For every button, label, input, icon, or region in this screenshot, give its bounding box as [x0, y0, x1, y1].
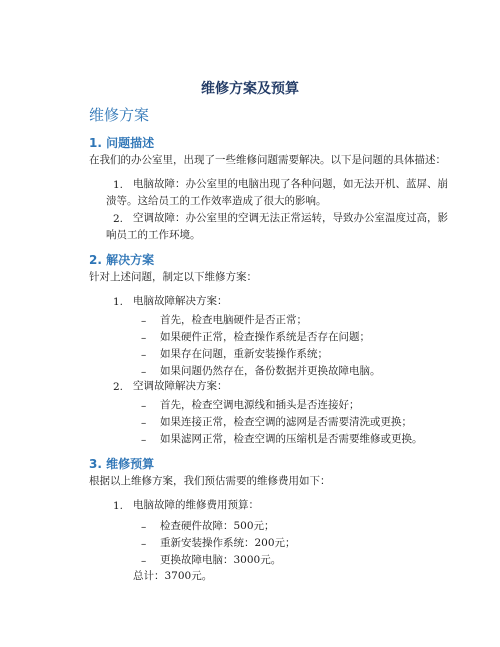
list-number: 1. [113, 296, 124, 308]
heading-problem-description: 1. 问题描述 [89, 136, 155, 150]
bullet-dash: – [141, 417, 147, 429]
solution-computer-step: 首先，检查电脑硬件是否正常； [160, 314, 307, 326]
bullet-dash: – [141, 538, 147, 550]
heading-solution: 2. 解决方案 [89, 253, 155, 267]
bullet-dash: – [141, 349, 147, 361]
bullet-dash: – [141, 434, 147, 446]
problem-item-computer-line2: 溃等。这给员工的工作效率造成了很大的影响。 [106, 195, 327, 207]
solution-computer-step: 如果问题仍然存在，备份数据并更换故障电脑。 [160, 365, 381, 377]
bullet-dash: – [141, 521, 147, 533]
problem-intro: 在我们的办公室里，出现了一些维修问题需要解决。以下是问题的具体描述： [89, 154, 446, 166]
budget-line-item: 重新安装操作系统：200元； [160, 537, 296, 549]
solution-computer-label: 电脑故障解决方案： [133, 295, 228, 307]
list-number: 2. [113, 213, 124, 225]
budget-line-item: 更换故障电脑：3000元。 [160, 554, 282, 566]
solution-ac-step: 如果滤网正常，检查空调的压缩机是否需要维修或更换。 [160, 433, 423, 445]
solution-intro: 针对上述问题，制定以下维修方案： [89, 271, 257, 283]
problem-item-computer-line1: 电脑故障：办公室里的电脑出现了各种问题，如无法开机、蓝屏、崩 [133, 178, 448, 190]
document-title: 维修方案及预算 [201, 81, 299, 97]
list-number: 1. [113, 179, 124, 191]
bullet-dash: – [141, 400, 147, 412]
solution-ac-step: 首先，检查空调电源线和插头是否连接好； [160, 399, 360, 411]
budget-computer-label: 电脑故障的维修费用预算： [133, 499, 259, 511]
bullet-dash: – [141, 332, 147, 344]
problem-item-ac-line2: 响员工的工作环境。 [106, 229, 201, 241]
solution-ac-step: 如果连接正常，检查空调的滤网是否需要清洗或更换； [160, 416, 412, 428]
solution-computer-step: 如果存在问题，重新安装操作系统； [160, 348, 328, 360]
heading-budget: 3. 维修预算 [89, 457, 155, 471]
budget-total: 总计：3700元。 [133, 570, 213, 582]
section-heading-main: 维修方案 [89, 106, 150, 124]
bullet-dash: – [141, 315, 147, 327]
bullet-dash: – [141, 555, 147, 567]
solution-computer-step: 如果硬件正常，检查操作系统是否存在问题； [160, 331, 370, 343]
list-number: 1. [113, 500, 124, 512]
budget-intro: 根据以上维修方案，我们预估需要的维修费用如下： [89, 475, 331, 487]
solution-ac-label: 空调故障解决方案： [133, 380, 228, 392]
budget-line-item: 检查硬件故障：500元； [160, 520, 275, 532]
list-number: 2. [113, 381, 124, 393]
problem-item-ac-line1: 空调故障：办公室里的空调无法正常运转，导致办公室温度过高，影 [133, 212, 448, 224]
bullet-dash: – [141, 366, 147, 378]
